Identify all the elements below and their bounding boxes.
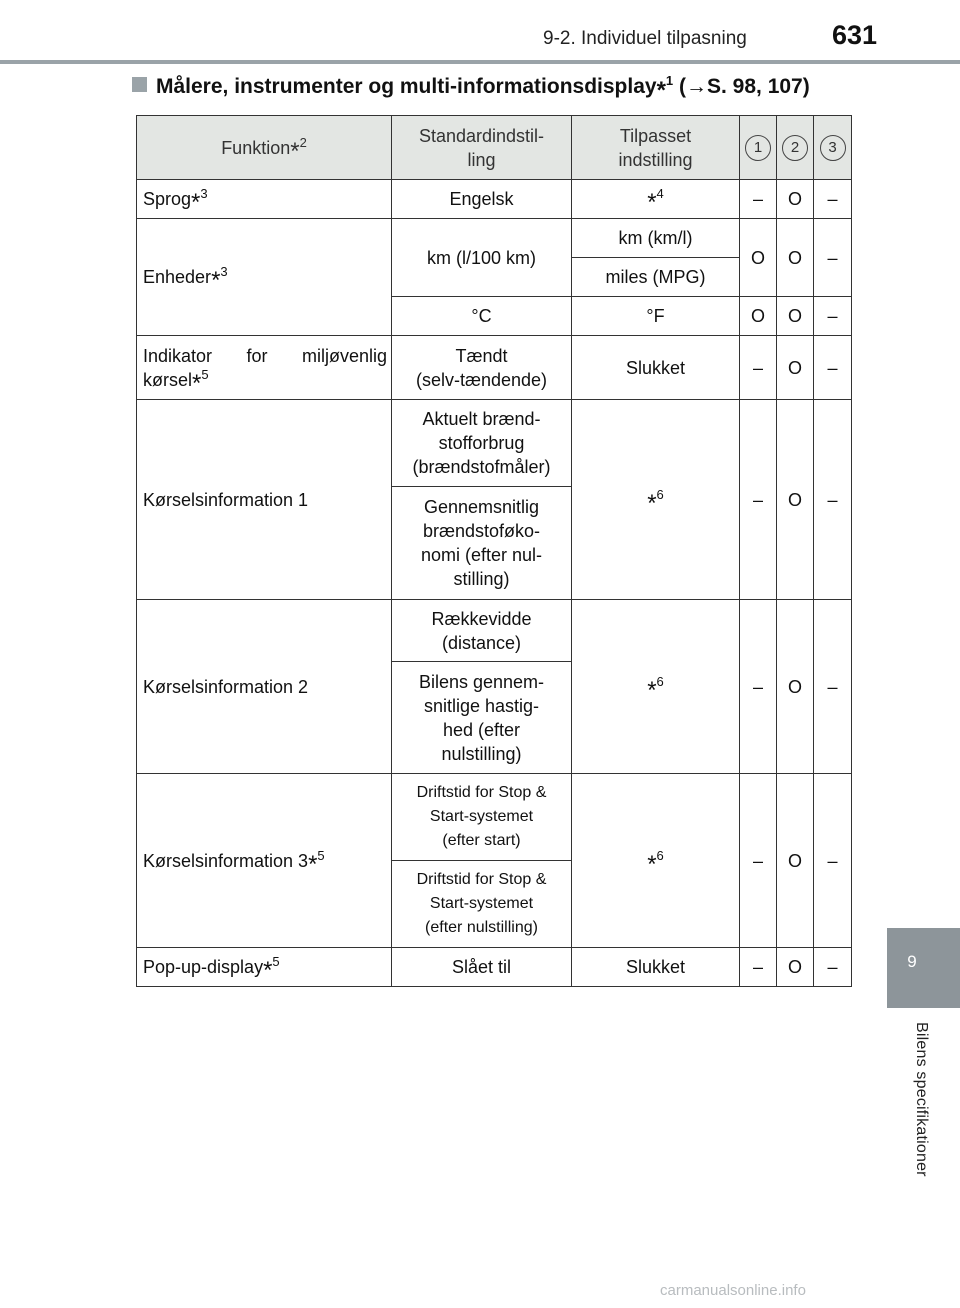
- table-row: [137, 180, 852, 219]
- table-row: [137, 948, 852, 987]
- row-indikator-function: Indikator for miljøvenlig kørsel*$^5$: [137, 336, 392, 400]
- header-rule: [0, 60, 960, 64]
- watermark: carmanualsonline.info: [660, 1282, 806, 1299]
- row-indikator-c1: –: [740, 336, 777, 400]
- row-popup-function: Pop-up-display*$^5$: [137, 948, 392, 987]
- row-koersel1-c2: O: [777, 400, 814, 600]
- page-number: 631: [832, 20, 878, 50]
- row-enheder-a-c1: O: [740, 219, 777, 297]
- header-custom: Tilpasset indstilling: [572, 116, 740, 180]
- section-title-reference[interactable]: (→S. 98, 107): [679, 75, 810, 98]
- row-koersel3-c2: O: [777, 774, 814, 948]
- table-row: [137, 219, 852, 258]
- row-koersel2-default-a: Rækkevidde (distance): [392, 600, 572, 662]
- row-koersel2-c3: –: [814, 600, 852, 774]
- row-sprog-default: Engelsk: [392, 180, 572, 219]
- row-koersel1-default-a: Aktuelt brænd- stofforbrug (brændstofmåler): [392, 400, 572, 487]
- row-popup-c3: –: [814, 948, 852, 987]
- row-koersel2-custom: *$^6$: [572, 600, 740, 774]
- row-koersel3-c1: –: [740, 774, 777, 948]
- row-enheder-custom-a1: km (km/l): [572, 219, 740, 258]
- row-koersel2-function: Kørselsinformation 2: [137, 600, 392, 774]
- row-popup-custom: Slukket: [572, 948, 740, 987]
- row-koersel3-default-a: Driftstid for Stop & Start-systemet (efter start): [392, 774, 572, 861]
- bullet-square-icon: [132, 77, 147, 92]
- row-enheder-b-c1: O: [740, 297, 777, 336]
- row-enheder-b-c2: O: [777, 297, 814, 336]
- settings-table: [136, 115, 852, 987]
- row-koersel2-c1: –: [740, 600, 777, 774]
- row-koersel3-c3: –: [814, 774, 852, 948]
- row-sprog-c3: –: [814, 180, 852, 219]
- row-sprog-custom: *$^4$: [572, 180, 740, 219]
- row-koersel2-c2: O: [777, 600, 814, 774]
- chapter-number: 9: [907, 952, 917, 971]
- row-enheder-a-c2: O: [777, 219, 814, 297]
- row-koersel1-c3: –: [814, 400, 852, 600]
- row-koersel3-custom: *$^6$: [572, 774, 740, 948]
- running-header-section: 9-2. Individuel tilpasning: [543, 28, 747, 49]
- circled-2-icon: 2: [782, 135, 808, 161]
- header-col-1: [740, 116, 777, 180]
- asterisk-icon: *: [656, 77, 666, 104]
- row-koersel1-custom: *$^6$: [572, 400, 740, 600]
- row-sprog-function: Sprog*$^3$: [137, 180, 392, 219]
- header-col-2: [777, 116, 814, 180]
- row-indikator-c2: O: [777, 336, 814, 400]
- row-koersel1-function: Kørselsinformation 1: [137, 400, 392, 600]
- table-row: [137, 336, 852, 400]
- row-enheder-default-b: °C: [392, 297, 572, 336]
- row-koersel2-default-b: Bilens gennem- snitlige hastig- hed (efter nulstilling): [392, 662, 572, 774]
- row-sprog-c1: –: [740, 180, 777, 219]
- row-indikator-default: Tændt (selv-tændende): [392, 336, 572, 400]
- row-koersel1-default-b: Gennemsnitlig brændstoføko- nomi (efter nul- stilling): [392, 487, 572, 600]
- row-indikator-custom: Slukket: [572, 336, 740, 400]
- section-title-text: Målere, instrumenter og multi-informationsdisplay: [156, 75, 657, 98]
- circled-1-icon: 1: [745, 135, 771, 161]
- header-default: Standardindstil- ling: [392, 116, 572, 180]
- table-row: [137, 774, 852, 861]
- row-koersel3-function: Kørselsinformation 3*$^5$: [137, 774, 392, 948]
- row-enheder-custom-b: °F: [572, 297, 740, 336]
- header-function: Funktion*$^2$: [137, 116, 392, 180]
- row-indikator-c3: –: [814, 336, 852, 400]
- row-sprog-c2: O: [777, 180, 814, 219]
- header-col-3: [814, 116, 852, 180]
- row-enheder-a-c3: –: [814, 219, 852, 297]
- table-header-row: [137, 116, 852, 180]
- row-enheder-default-a: km (l/100 km): [392, 219, 572, 297]
- section-title-footnote: 1: [665, 73, 674, 88]
- row-popup-c2: O: [777, 948, 814, 987]
- table-row: [137, 600, 852, 662]
- chapter-label: Bilens specifikationer: [913, 1022, 930, 1177]
- row-koersel1-c1: –: [740, 400, 777, 600]
- row-enheder-custom-a2: miles (MPG): [572, 258, 740, 297]
- row-koersel3-default-b: Driftstid for Stop & Start-systemet (efter nulstilling): [392, 861, 572, 948]
- row-popup-c1: –: [740, 948, 777, 987]
- row-enheder-b-c3: –: [814, 297, 852, 336]
- section-title: [132, 73, 810, 104]
- row-popup-default: Slået til: [392, 948, 572, 987]
- circled-3-icon: 3: [820, 135, 846, 161]
- table-row: [137, 400, 852, 487]
- row-enheder-function: Enheder*$^3$: [137, 219, 392, 336]
